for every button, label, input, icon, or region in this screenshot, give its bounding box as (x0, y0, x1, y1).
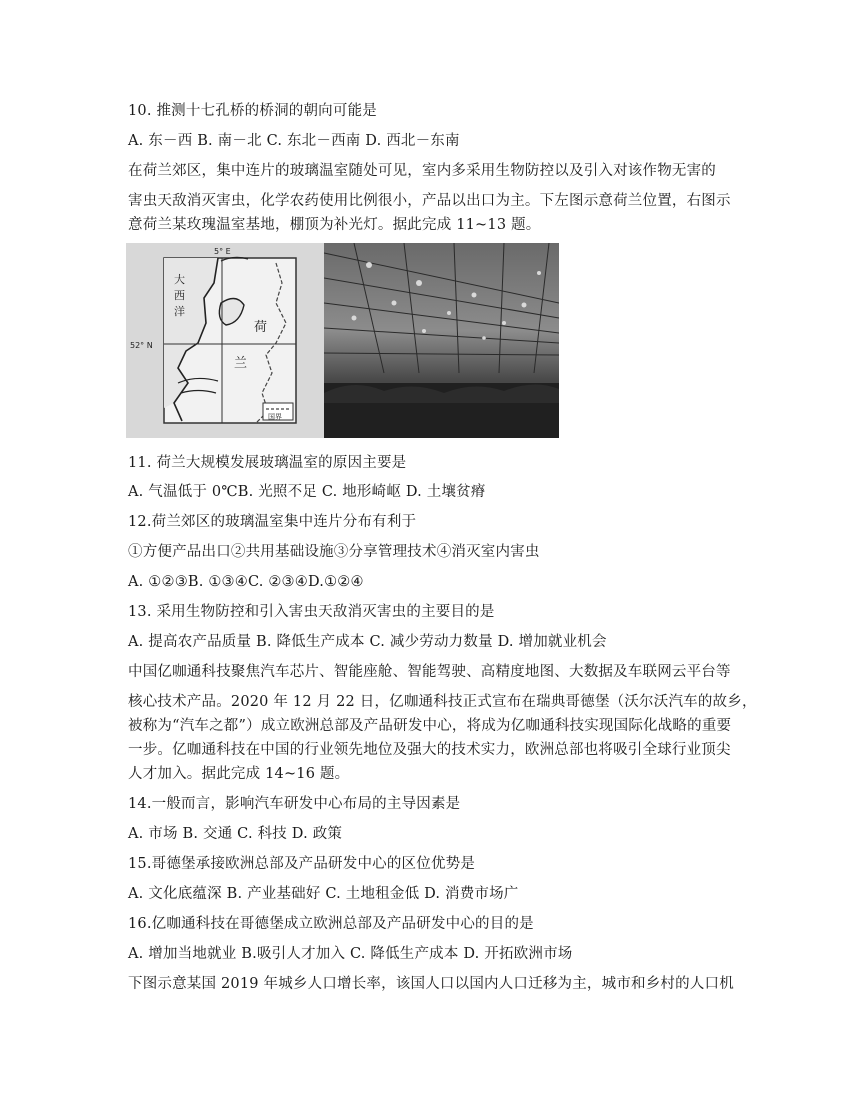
q14-options: A. 市场 B. 交通 C. 科技 D. 政策 (128, 826, 343, 842)
q14-stem: 14.一般而言，影响汽车研发中心布局的主导因素是 (128, 796, 461, 812)
map-of-netherlands-icon (126, 243, 324, 438)
passage1-line3: 意荷兰某玫瑰温室基地，棚顶为补光灯。据此完成 11~13 题。 (128, 217, 541, 233)
legend-label: 国界 (268, 413, 282, 421)
q13-options: A. 提高农产品质量 B. 降低生产成本 C. 减少劳动力数量 D. 增加就业机会 (128, 634, 607, 650)
passage1-line1: 在荷兰郊区，集中连片的玻璃温室随处可见，室内多采用生物防控以及引入对该作物无害的 (128, 163, 716, 179)
passage2-line1: 中国亿咖通科技聚焦汽车芯片、智能座舱、智能驾驶、高精度地图、大数据及车联网云平台等 (128, 664, 731, 680)
netherlands-figure (126, 243, 559, 438)
sea-label-3: 洋 (174, 305, 185, 318)
q12-stem: 12.荷兰郊区的玻璃温室集中连片分布有利于 (128, 514, 417, 530)
q11-options: A. 气温低于 0℃B. 光照不足 C. 地形崎岖 D. 土壤贫瘠 (128, 484, 486, 500)
q12-options: A. ①②③B. ①③④C. ②③④D.①②④ (128, 574, 364, 590)
q16-stem: 16.亿咖通科技在哥德堡成立欧洲总部及产品研发中心的目的是 (128, 916, 534, 932)
greenhouse-photo-svg (324, 243, 559, 438)
map-svg (126, 243, 324, 438)
q15-stem: 15.哥德堡承接欧洲总部及产品研发中心的区位优势是 (128, 856, 476, 872)
passage2-line2: 核心技术产品。2020 年 12 月 22 日，亿咖通科技正式宣布在瑞典哥德堡（沃尔沃汽车的故乡， (128, 694, 757, 710)
q11-stem: 11. 荷兰大规模发展玻璃温室的原因主要是 (128, 455, 407, 471)
latitude-label: 52° N (130, 341, 153, 350)
passage2-line3: 被称为“汽车之都”）成立欧洲总部及产品研发中心，将成为亿咖通科技实现国际化战略的重要 (128, 718, 732, 734)
q13-stem: 13. 采用生物防控和引入害虫天敌消灭害虫的主要目的是 (128, 604, 495, 620)
q10-stem: 10. 推测十七孔桥的桥洞的朝向可能是 (128, 103, 377, 119)
country-label-he: 荷 (254, 320, 268, 335)
country-label-lan: 兰 (234, 356, 248, 371)
sea-label-1: 大 (174, 273, 185, 286)
q12-items: ①方便产品出口②共用基础设施③分享管理技术④消灭室内害虫 (128, 544, 540, 560)
longitude-label: 5° E (214, 247, 231, 256)
passage2-line5: 人才加入。据此完成 14~16 题。 (128, 766, 350, 782)
q15-options: A. 文化底蕴深 B. 产业基础好 C. 土地租金低 D. 消费市场广 (128, 886, 519, 902)
passage2-line4: 一步。亿咖通科技在中国的行业领先地位及强大的技术实力，欧洲总部也将吸引全球行业顶尖 (128, 742, 731, 758)
greenhouse-photo-icon (324, 243, 559, 438)
passage3-line1: 下图示意某国 2019 年城乡人口增长率，该国人口以国内人口迁移为主，城市和乡村的人口机 (128, 976, 734, 992)
q10-options: A. 东－西 B. 南－北 C. 东北－西南 D. 西北－东南 (128, 133, 460, 149)
q16-options: A. 增加当地就业 B.吸引人才加入 C. 降低生产成本 D. 开拓欧洲市场 (128, 946, 573, 962)
passage1-line2: 害虫天敌消灭害虫，化学农药使用比例很小，产品以出口为主。下左图示意荷兰位置，右图示 (128, 193, 731, 209)
sea-label-2: 西 (174, 289, 185, 302)
